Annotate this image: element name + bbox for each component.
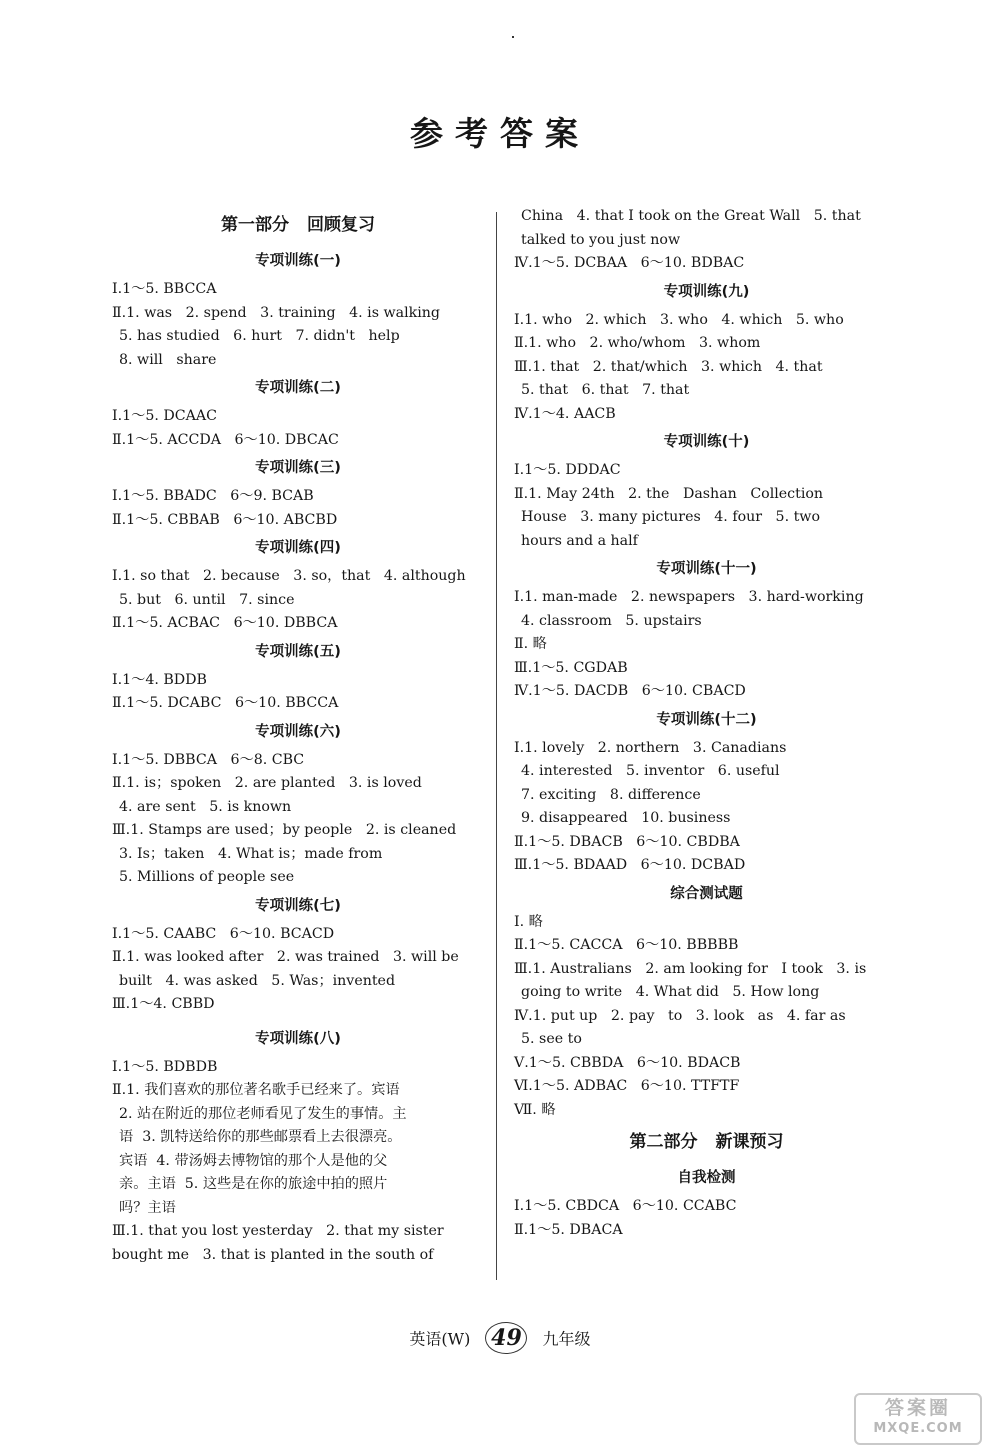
answer-line: House 3. many pictures 4. four 5. two	[521, 509, 820, 525]
section-heading: 专项训练(十)	[663, 434, 750, 450]
answer-line: 5. has studied 6. hurt 7. didn't help	[119, 328, 400, 344]
answer-line: Ⅶ. 略	[514, 1101, 556, 1118]
watermark-logo	[854, 1393, 982, 1445]
answer-line: 9. disappeared 10. business	[521, 810, 731, 826]
answer-line: Ⅰ.1～4. BDDB	[112, 671, 207, 688]
answer-line: bought me 3. that is planted in the south of	[112, 1246, 434, 1263]
answer-line: Ⅱ.1～5. DBACA	[514, 1221, 623, 1238]
answer-line: Ⅲ.1～4. CBBD	[112, 996, 215, 1012]
answer-line: Ⅰ.1～5. DBBCA 6～8. CBC	[112, 751, 305, 768]
answer-line: Ⅲ.1. that 2. that/which 3. which 4. that	[514, 358, 823, 375]
answer-line: Ⅱ.1. was looked after 2. was trained 3. will be	[112, 949, 459, 965]
answer-line: Ⅳ.1～5. DCBAA 6～10. BDBAC	[514, 255, 745, 271]
answer-line: 7. exciting 8. difference	[521, 786, 701, 803]
answer-line: Ⅰ.1. man-made 2. newspapers 3. hard-working	[514, 589, 864, 605]
answer-line: Ⅲ.1. Australians 2. am looking for I took 3. is	[514, 960, 867, 977]
section-heading: 专项训练(九)	[663, 283, 750, 300]
column-divider	[496, 212, 497, 1280]
section-heading: 专项训练(七)	[255, 897, 341, 914]
footer-subject: 英语(W)	[409, 1329, 471, 1349]
answer-line: China 4. that I took on the Great Wall 5. that	[521, 208, 861, 224]
answer-line: hours and a half	[521, 532, 638, 549]
page-footer	[0, 1322, 1000, 1354]
answer-line: 4. interested 5. inventor 6. useful	[521, 763, 780, 779]
section-heading: 专项训练(十一)	[656, 561, 757, 577]
answer-line: 吗？主语	[119, 1199, 176, 1216]
section-heading: 专项训练(五)	[255, 643, 341, 660]
answer-line: Ⅱ.1～5. DBACB 6～10. CBDBA	[514, 833, 740, 850]
answer-line: 8. will share	[119, 351, 217, 368]
answer-line: Ⅱ.1～5. CACCA 6～10. BBBBB	[514, 937, 739, 953]
section-heading: 专项训练(六)	[255, 723, 341, 740]
answer-line: Ⅲ.1. that you lost yesterday 2. that my sister	[112, 1223, 444, 1239]
answer-line: Ⅳ.1～5. DACDB 6～10. CBACD	[514, 683, 746, 699]
answer-line: 2. 站在附近的那位老师看见了发生的事情。主	[119, 1105, 407, 1122]
answer-line: Ⅰ.1～5. DDDAC	[514, 462, 621, 478]
answer-line: Ⅲ.1～5. CGDAB	[514, 659, 628, 676]
answer-line: Ⅱ.1. was 2. spend 3. training 4. is walking	[112, 304, 440, 321]
answer-line: Ⅰ.1. lovely 2. northern 3. Canadians	[514, 739, 787, 756]
section-heading: 专项训练(一)	[255, 253, 341, 269]
section-heading: 专项训练(八)	[255, 1030, 341, 1047]
answer-line: Ⅳ.1～4. AACB	[514, 405, 616, 422]
answer-line: Ⅱ.1. 我们喜欢的那位著名歌手已经来了。宾语	[112, 1082, 400, 1098]
answer-line: Ⅰ. 略	[514, 913, 543, 930]
answer-line: Ⅱ.1. is；spoken 2. are planted 3. is loved	[112, 775, 422, 791]
answer-line: 5. see to	[521, 1031, 582, 1047]
section-heading: 专项训练(三)	[255, 460, 341, 476]
speck	[512, 36, 514, 38]
answer-line: Ⅲ.1～5. BDAAD 6～10. DCBAD	[514, 857, 746, 873]
answer-line: 5. that 6. that 7. that	[521, 382, 690, 398]
watermark-url: MXQE.COM	[873, 1421, 963, 1436]
answer-line: Ⅲ.1. Stamps are used；by people 2. is cleaned	[112, 822, 457, 838]
left-column	[112, 205, 484, 1267]
answer-line: built 4. was asked 5. Was；invented	[119, 972, 396, 989]
answer-line: 5. but 6. until 7. since	[119, 591, 295, 608]
answer-line: Ⅰ.1. who 2. which 3. who 4. which 5. who	[514, 311, 844, 328]
page-number: 49	[485, 1322, 527, 1354]
answer-line: 4. classroom 5. upstairs	[521, 612, 702, 629]
part-heading: 第一部分 回顾复习	[221, 215, 375, 235]
page-title: 参考答案	[410, 114, 590, 153]
answer-line: Ⅱ.1. May 24th 2. the Dashan Collection	[514, 485, 824, 502]
section-heading: 综合测试题	[670, 885, 743, 902]
answer-line: 语 3. 凯特送给你的那些邮票看上去很漂亮。	[119, 1129, 402, 1145]
answer-line: Ⅰ.1～5. BBADC 6～9. BCAB	[112, 488, 314, 504]
right-column	[514, 205, 899, 1242]
answer-line: Ⅳ.1. put up 2. pay to 3. look as 4. far as	[514, 1007, 846, 1024]
answer-line: Ⅰ.1～5. BBCCA	[112, 281, 217, 297]
answer-line: Ⅱ.1～5. DCABC 6～10. BBCCA	[112, 695, 339, 711]
answer-line: Ⅰ.1～5. DCAAC	[112, 408, 217, 424]
answer-line: Ⅱ.1. who 2. who/whom 3. whom	[514, 335, 761, 351]
answer-line: Ⅱ.1～5. ACCDA 6～10. DBCAC	[112, 431, 339, 448]
answer-line: Ⅴ.1～5. CBBDA 6～10. BDACB	[514, 1054, 741, 1071]
part-heading: 第二部分 新课预习	[629, 1132, 784, 1152]
answer-line: Ⅰ.1～5. BDBDB	[112, 1058, 218, 1075]
answer-line: 5. Millions of people see	[119, 869, 295, 885]
answer-line: talked to you just now	[521, 231, 681, 248]
answer-line: Ⅰ.1. so that 2. because 3. so，that 4. although	[112, 568, 466, 584]
footer-grade: 九年级	[542, 1329, 591, 1349]
answer-line: Ⅱ.1～5. CBBAB 6～10. ABCBD	[112, 511, 338, 528]
answer-line: Ⅱ.1～5. ACBAC 6～10. DBBCA	[112, 615, 338, 631]
answer-line: Ⅰ.1～5. CAABC 6～10. BCACD	[112, 925, 335, 942]
answer-line: 3. Is；taken 4. What is；made from	[119, 845, 383, 862]
answer-line: 宾语 4. 带汤姆去博物馆的那个人是他的父	[119, 1152, 388, 1169]
watermark-text: 答案圈	[884, 1397, 951, 1419]
answer-line: going to write 4. What did 5. How long	[521, 984, 820, 1000]
section-heading: 专项训练(十二)	[656, 711, 757, 728]
section-heading: 专项训练(四)	[255, 540, 341, 556]
answer-line: Ⅰ.1～5. CBDCA 6～10. CCABC	[514, 1198, 737, 1214]
answer-line: Ⅱ. 略	[514, 636, 547, 652]
section-heading: 专项训练(二)	[255, 380, 341, 396]
section-heading: 自我检测	[677, 1170, 736, 1186]
answer-line: 4. are sent 5. is known	[119, 798, 292, 815]
answer-line: Ⅵ.1～5. ADBAC 6～10. TTFTF	[514, 1078, 740, 1094]
answer-line: 亲。主语 5. 这些是在你的旅途中拍的照片	[119, 1176, 388, 1192]
